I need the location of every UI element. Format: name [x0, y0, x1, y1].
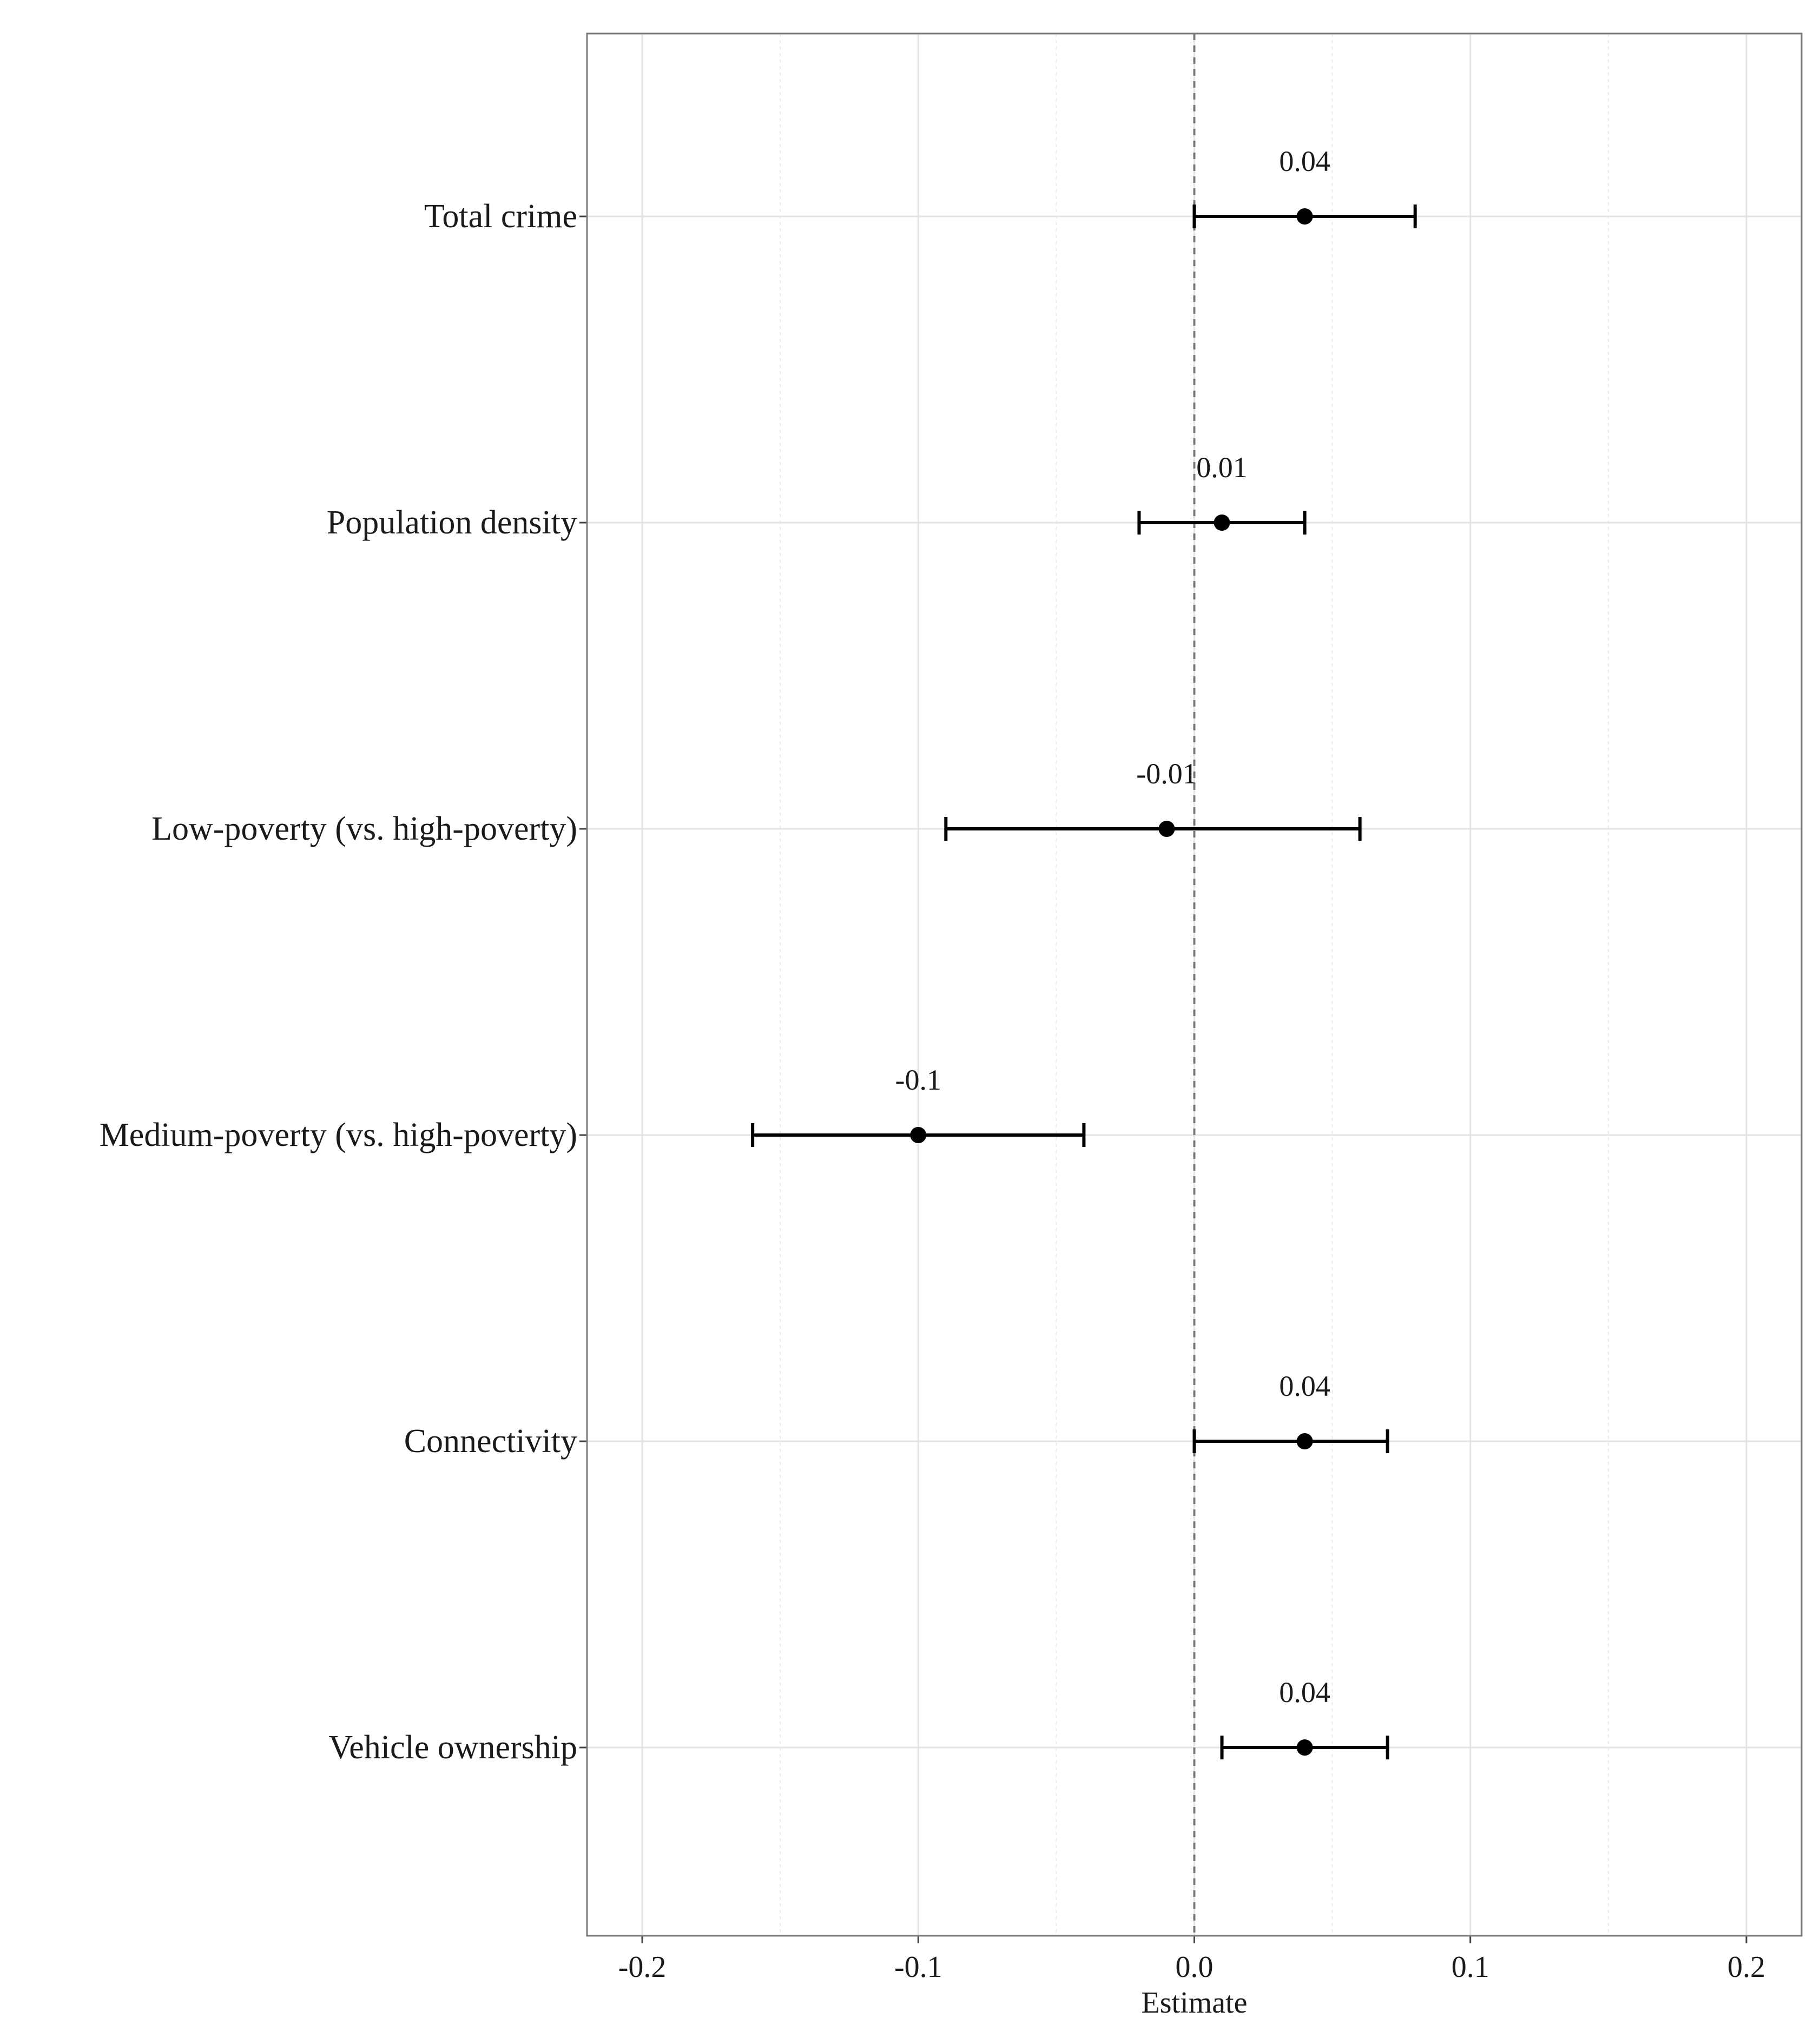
- estimate-point: [910, 1127, 926, 1143]
- x-axis-title: Estimate: [1141, 1986, 1248, 2015]
- estimate-point: [1297, 208, 1313, 225]
- data-label: 0.04: [1279, 1676, 1330, 1709]
- y-tick-label: Vehicle ownership: [328, 1729, 577, 1766]
- estimate-point: [1214, 515, 1230, 531]
- y-tick-label: Low-poverty (vs. high-poverty): [151, 810, 577, 847]
- x-tick-label: -0.2: [618, 1950, 667, 1984]
- data-label: 0.01: [1196, 451, 1248, 484]
- data-label: 0.04: [1279, 1370, 1330, 1402]
- y-tick-label: Medium-poverty (vs. high-poverty): [99, 1117, 577, 1153]
- x-tick-label: 0.1: [1451, 1950, 1489, 1984]
- data-label: 0.04: [1279, 145, 1330, 177]
- estimate-point: [1297, 1433, 1313, 1449]
- estimate-point: [1297, 1739, 1313, 1756]
- y-tick-label: Population density: [326, 504, 577, 541]
- estimate-point: [1158, 821, 1175, 837]
- x-tick-label: 0.2: [1727, 1950, 1765, 1984]
- y-tick-label: Total crime: [424, 198, 577, 235]
- x-tick-label: -0.1: [894, 1950, 942, 1984]
- y-tick-label: Connectivity: [404, 1423, 577, 1460]
- data-label: -0.1: [895, 1064, 942, 1096]
- data-label: -0.01: [1136, 757, 1197, 790]
- x-tick-label: 0.0: [1175, 1950, 1214, 1984]
